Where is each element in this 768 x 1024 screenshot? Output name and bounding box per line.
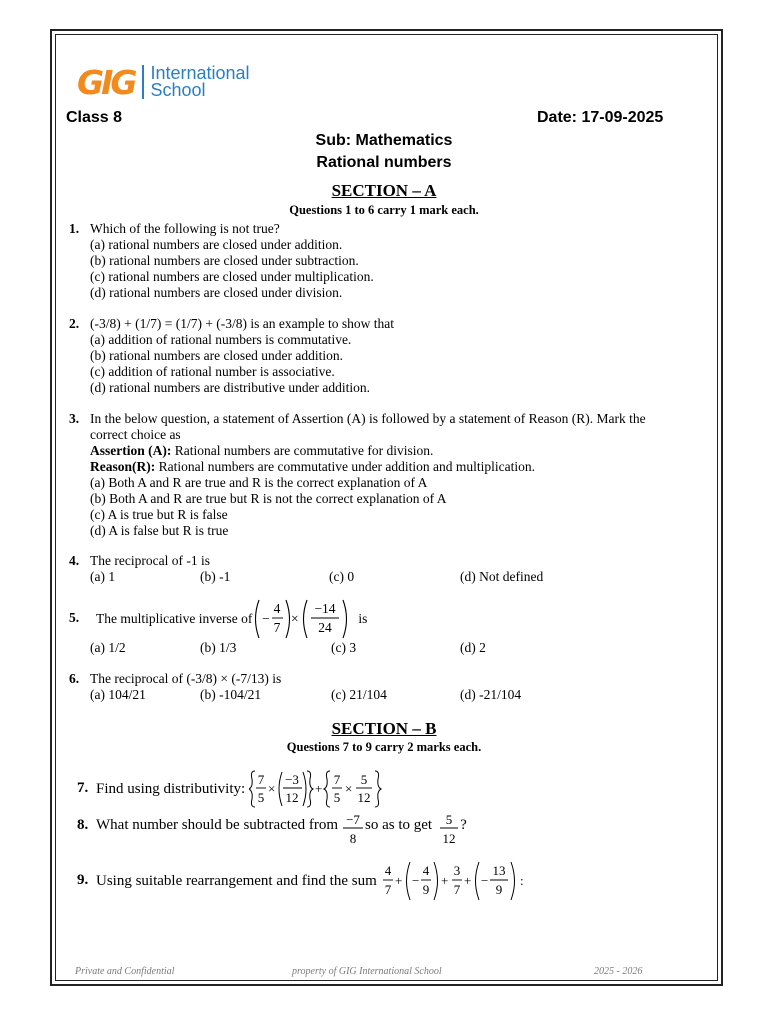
times-sign-2: ×	[345, 781, 353, 796]
reason-line	[90, 459, 720, 475]
option-b: (b) Both A and R are true but R is not the correct explanation of A	[90, 491, 447, 506]
question-text-end: is	[358, 611, 368, 626]
fraction-2-denominator: 12	[285, 790, 299, 805]
math-expression	[252, 598, 392, 640]
question-number: 7.	[77, 780, 89, 796]
option-c: (c) addition of rational number is associative.	[90, 364, 335, 379]
option-c: (c) 0	[329, 569, 355, 584]
option-d: (d) rational numbers are distributive under addition.	[90, 380, 371, 395]
reason-label: Reason(R):	[90, 459, 156, 474]
fraction-1-numerator: −7	[346, 812, 360, 827]
fraction-from	[341, 810, 365, 850]
fraction-1-denominator: 5	[257, 790, 265, 805]
options-row	[90, 687, 720, 703]
subject-title: Sub: Mathematics	[315, 132, 453, 149]
option-a: (a) 1/2	[90, 640, 126, 655]
option-a: (a) 1	[90, 569, 116, 584]
question-text-line-2: correct choice as	[90, 427, 181, 442]
fraction-target	[438, 810, 460, 850]
section-a-title: SECTION – A	[331, 181, 437, 200]
fraction-4-numerator: 13	[492, 863, 506, 878]
option-d: (d) 2	[460, 640, 486, 655]
fraction-1-numerator: 4	[273, 601, 281, 616]
fraction-1-denominator: 7	[273, 620, 281, 635]
option-d: (d) rational numbers are closed under division.	[90, 285, 343, 300]
option-b: (b) -1	[200, 569, 231, 584]
option-b: (b) -104/21	[200, 687, 262, 702]
option-c: (c) 21/104	[331, 687, 387, 702]
date-label: Date: 17-09-2025	[537, 109, 664, 126]
option-d: (d) A is false but R is true	[90, 523, 229, 538]
question-text: Using suitable rearrangement and find the sum	[96, 872, 377, 889]
fraction-3-numerator: 3	[453, 863, 461, 878]
option-a: (a) Both A and R are true and R is the correct explanation of A	[90, 475, 428, 490]
fraction-2-denominator: 12	[442, 831, 456, 846]
school-logo	[77, 62, 250, 102]
fraction-1-numerator: 7	[257, 772, 265, 787]
section-a-subtitle: Questions 1 to 6 carry 1 mark each.	[289, 203, 479, 217]
option-c: (c) 3	[331, 640, 357, 655]
option-c: (c) rational numbers are closed under multiplication.	[90, 269, 374, 284]
question-number: 1.	[69, 221, 80, 236]
question-number: 9.	[77, 872, 89, 888]
footer-right: 2025 - 2026	[594, 966, 643, 977]
option-a: (a) addition of rational numbers is commutative.	[90, 332, 352, 347]
minus-sign: −	[262, 611, 270, 626]
logo-mark: GIG	[77, 62, 135, 102]
section-b-subtitle: Questions 7 to 9 carry 2 marks each.	[286, 740, 482, 754]
option-b: (b) 1/3	[200, 640, 237, 655]
option-a: (a) 104/21	[90, 687, 146, 702]
times-sign: ×	[268, 781, 276, 796]
fraction-1-denominator: 8	[349, 831, 357, 846]
question-text: Find using distributivity:	[96, 780, 246, 797]
option-b: (b) rational numbers are closed under subtraction.	[90, 253, 359, 268]
fraction-2-numerator: 4	[422, 863, 430, 878]
plus-sign-2: +	[440, 873, 449, 888]
question-line	[96, 598, 726, 640]
plus-sign-3: +	[463, 873, 472, 888]
question-text: Which of the following is not true?	[90, 221, 280, 236]
fraction-4-denominator: 12	[357, 790, 371, 805]
topic-title: Rational numbers	[316, 154, 452, 171]
question-number: 4.	[69, 553, 80, 568]
logo-line-1: International	[150, 63, 250, 83]
fraction-3-denominator: 5	[333, 790, 341, 805]
section-b-title: SECTION – B	[331, 719, 437, 738]
fraction-3-numerator: 7	[333, 772, 341, 787]
footer-left: Private and Confidential	[75, 966, 175, 977]
fraction-4-denominator: 9	[495, 882, 503, 897]
minus-sign-1: −	[411, 873, 420, 888]
fraction-2-numerator: −14	[314, 601, 336, 616]
minus-sign-2: −	[480, 873, 489, 888]
question-number: 2.	[69, 316, 80, 331]
fraction-2-numerator: −3	[285, 772, 300, 787]
option-d: (d) Not defined	[460, 569, 544, 584]
fraction-1-denominator: 7	[384, 882, 392, 897]
question-number: 6.	[69, 671, 80, 686]
fraction-2-numerator: 5	[445, 812, 453, 827]
footer-center: property of GIG International School	[292, 966, 442, 977]
question-text: The reciprocal of -1 is	[90, 553, 210, 568]
question-mark: ?	[460, 817, 467, 833]
options-row	[90, 569, 720, 585]
option-a: (a) rational numbers are closed under addition.	[90, 237, 343, 252]
colon: :	[519, 873, 524, 888]
fraction-1-numerator: 4	[384, 863, 392, 878]
fraction-2-denominator: 9	[422, 882, 430, 897]
question-text-2: so as to get	[365, 817, 433, 833]
assertion-text: Rational numbers are commutative for division.	[171, 443, 434, 458]
option-c: (c) A is true but R is false	[90, 507, 228, 522]
question-text: (-3/8) + (1/7) = (1/7) + (-3/8) is an example to show that	[90, 316, 395, 331]
fraction-2-denominator: 24	[318, 620, 333, 635]
question-text: The multiplicative inverse of	[96, 611, 253, 626]
question-number: 3.	[69, 411, 80, 426]
question-text-1: What number should be subtracted from	[96, 817, 339, 833]
math-expression	[249, 769, 399, 809]
logo-divider	[142, 65, 144, 99]
math-expression	[382, 860, 532, 902]
assertion-line	[90, 443, 720, 459]
class-label: Class 8	[66, 109, 123, 126]
plus-sign: +	[315, 781, 323, 796]
question-text: The reciprocal of (-3/8) × (-7/13) is	[90, 671, 282, 686]
logo-line-2: School	[150, 80, 206, 100]
fraction-3-denominator: 7	[453, 882, 461, 897]
plus-sign-1: +	[394, 873, 403, 888]
assertion-label: Assertion (A):	[90, 443, 172, 458]
reason-text: Rational numbers are commutative under addition and multiplication.	[155, 459, 536, 474]
option-d: (d) -21/104	[460, 687, 522, 702]
option-b: (b) rational numbers are closed under addition.	[90, 348, 344, 363]
logo-text	[150, 65, 249, 99]
fraction-4-numerator: 5	[360, 772, 368, 787]
question-number: 8.	[77, 817, 89, 833]
times-sign: ×	[291, 611, 299, 626]
question-text-line-1: In the below question, a statement of Assertion (A) is followed by a statement of Reason (R). Mark the	[90, 411, 646, 426]
question-number: 5.	[69, 610, 80, 625]
options-row	[90, 640, 720, 656]
